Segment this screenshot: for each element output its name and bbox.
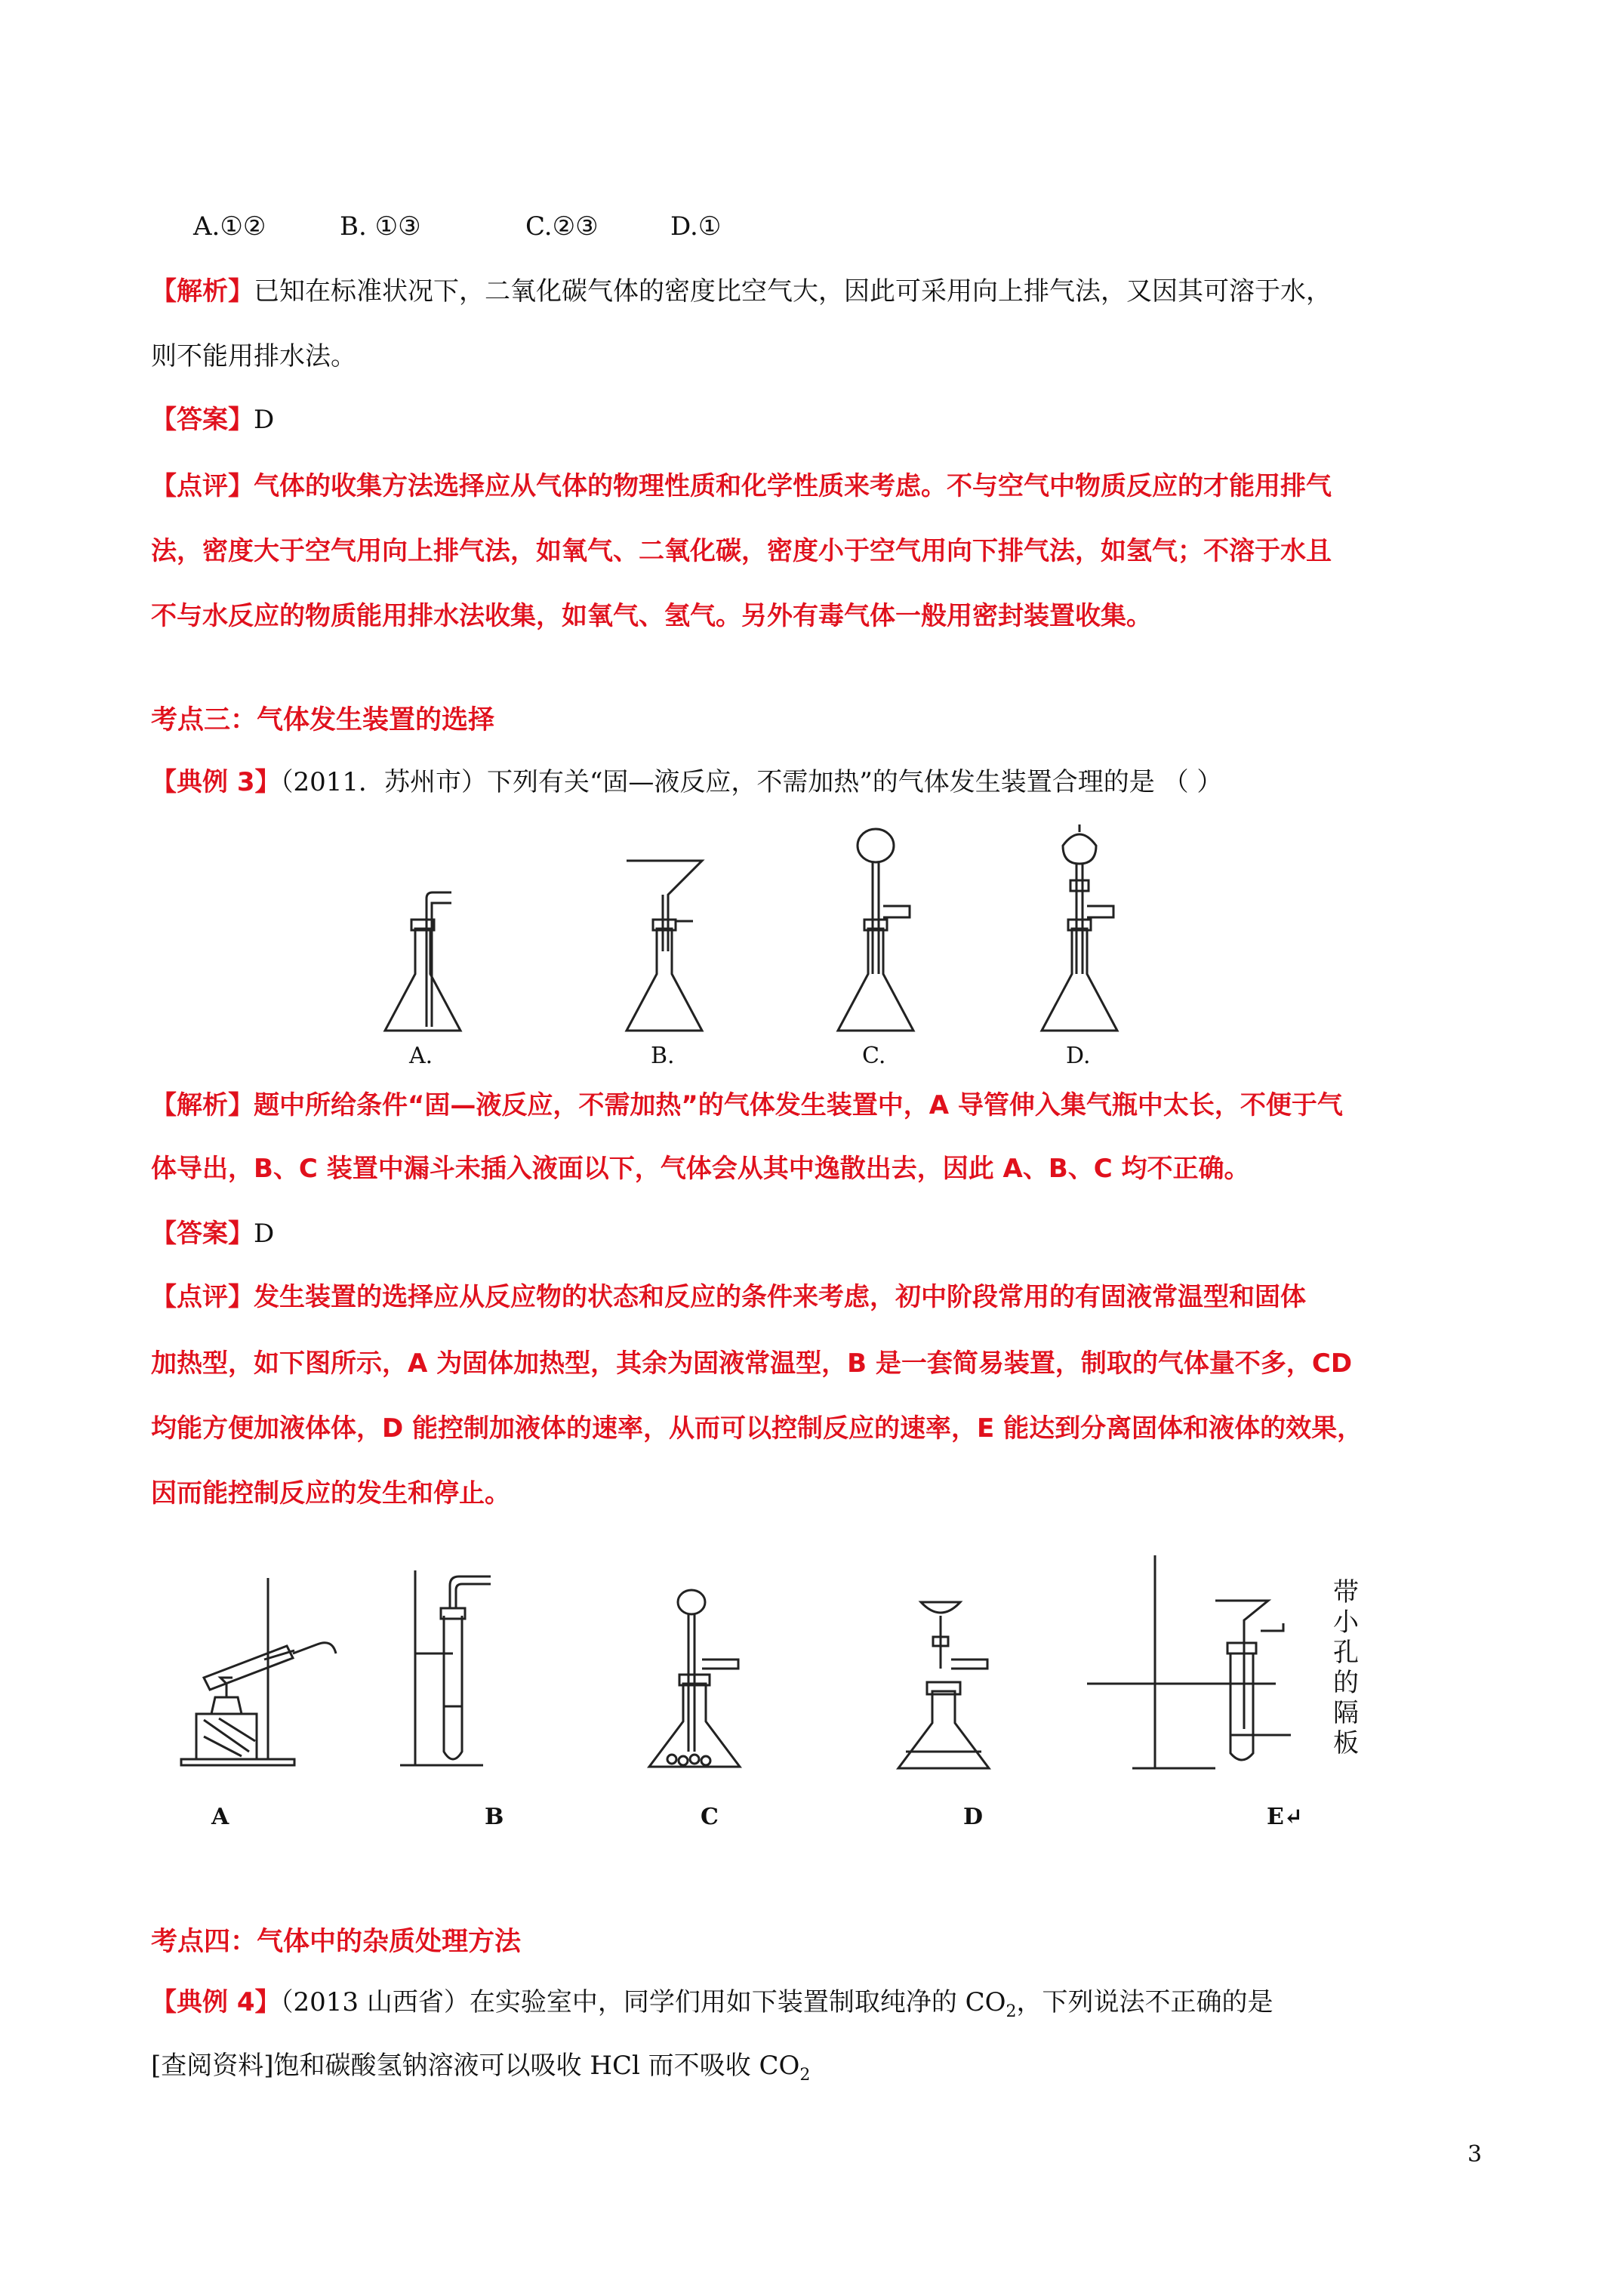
option-d: D.① [670,211,722,242]
option-a: A.①② [193,211,266,242]
section3-comment-line-1: 【点评】发生装置的选择应从反应物的状态和反应的条件来考虑，初中阶段常用的有固液常温型和固体 [151,1282,1306,1312]
apparatus-e [1087,1555,1291,1768]
section3-comment-line-4: 因而能控制反应的发生和停止。 [151,1478,510,1509]
example3: 【典例 3】（2011．苏州市）下列有关“固—液反应，不需加热”的气体发生装置合理的是 （ ） [151,767,1223,797]
section3-comment-line-2: 加热型，如下图所示，A 为固体加热型，其余为固液常温型，B 是一套简易装置，制取的气体量不多，CD [151,1348,1353,1379]
flask-b [627,861,702,1031]
fig-label-a: A. [409,1043,433,1069]
fig2-label-e: E↵ [1267,1804,1304,1830]
section3-comment-line-3: 均能方便加液体体，D 能控制加液体的速率，从而可以控制反应的速率，E 能达到分离固体和液体的效果， [151,1413,1363,1444]
apparatus-d [898,1602,989,1768]
q2-analysis-line-1: 【解析】已知在标准状况下，二氧化碳气体的密度比空气大，因此可采用向上排气法，又因其可溶于水， [151,276,1332,307]
fig2-label-d: D [963,1804,984,1830]
section4-heading: 考点四：气体中的杂质处理方法 [151,1927,522,1957]
page-number: 3 [1467,2141,1483,2168]
flask-d [1042,824,1117,1031]
svg-text:孔: 孔 [1333,1638,1359,1668]
fig-label-c: C. [862,1043,886,1069]
q2-analysis-line-2: 则不能用排水法。 [151,341,356,371]
section3-analysis-line-1: 【解析】题中所给条件“固—液反应，不需加热”的气体发生装置中，A 导管伸入集气瓶中太长，不便于气 [151,1090,1343,1120]
apparatus-c [649,1590,740,1767]
q2-comment-line-3: 不与水反应的物质能用排水法收集，如氧气、氢气。另外有毒气体一般用密封装置收集。 [151,601,1152,631]
section3-answer: 【答案】D [151,1219,275,1249]
example4: 【典例 4】（2013 山西省）在实验室中，同学们用如下装置制取纯净的 $CO_2$，下列说法不正确的是 [151,1987,1273,2021]
figure-gas-generators [370,823,1276,1072]
option-c: C.②③ [525,211,599,242]
analysis-tag: 【解析】 [151,276,254,307]
section3-analysis-line-2: 体导出，B、C 装置中漏斗未插入液面以下，气体会从其中逸散出去，因此 A、B、C 均不正确。 [151,1154,1250,1184]
section3-heading: 考点三：气体发生装置的选择 [151,705,495,735]
svg-text:的: 的 [1333,1668,1359,1698]
svg-text:隔: 隔 [1333,1698,1359,1728]
figure-apparatus-types [174,1548,1412,1842]
fig-label-d: D. [1066,1043,1091,1069]
fig2-label-b: B [485,1804,504,1830]
q2-answer: 【答案】D [151,405,275,435]
reference-note: [查阅资料]饱和碳酸氢钠溶液可以吸收 HCl 而不吸收 $CO_2$ [151,2051,811,2085]
svg-text:小: 小 [1333,1607,1359,1638]
q2-comment-line-2: 法，密度大于空气用向上排气法，如氧气、二氧化碳，密度小于空气用向下排气法，如氢气；不溶于水且 [151,536,1332,566]
flask-c [838,829,913,1031]
svg-text:板: 板 [1333,1728,1359,1758]
fig2-label-a: A [211,1804,229,1830]
answer-options [193,208,721,245]
svg-text:带: 带 [1333,1577,1359,1607]
q2-comment-line-1: 【点评】气体的收集方法选择应从气体的物理性质和化学性质来考虑。不与空气中物质反应的才能用排气 [151,471,1332,501]
fig-label-b: B. [651,1043,675,1069]
porous-plate-note [1333,1577,1360,1758]
option-b: B. ①③ [340,211,421,242]
apparatus-a [181,1578,336,1765]
apparatus-b [400,1570,491,1765]
flask-a [385,892,460,1031]
fig2-label-c: C [701,1804,719,1830]
